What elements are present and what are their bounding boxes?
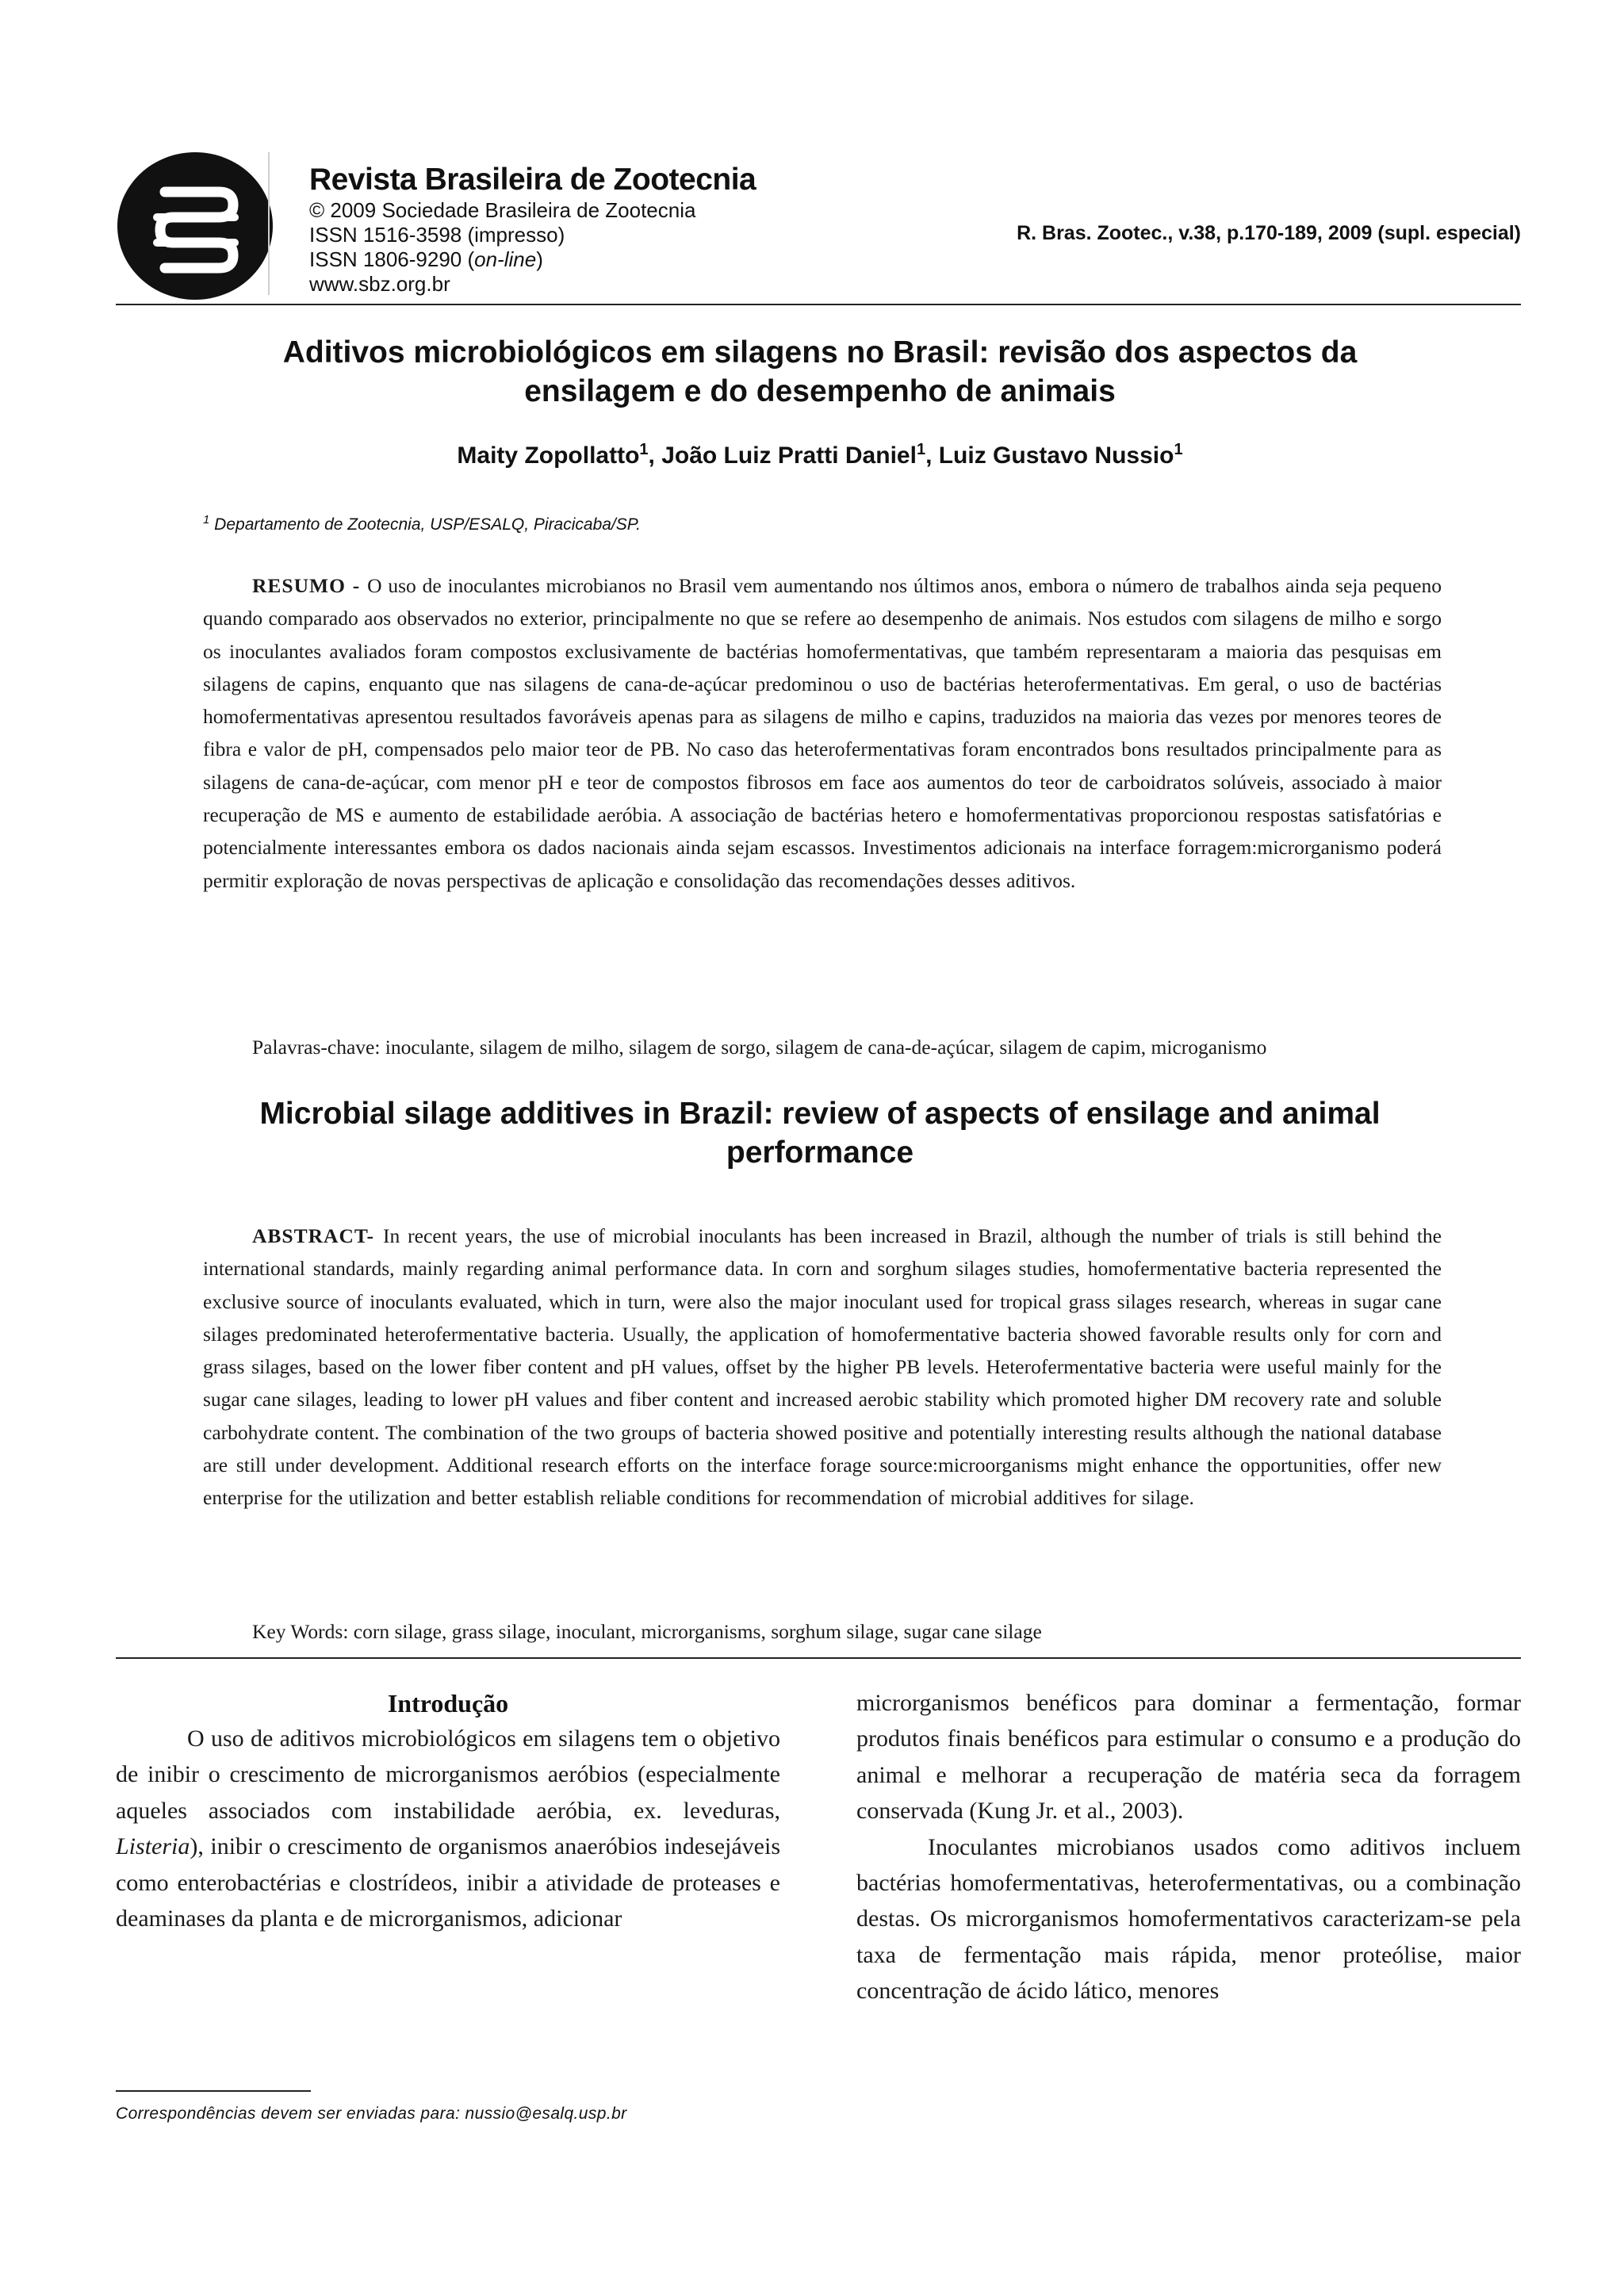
body-rule [116, 1657, 1521, 1659]
abstract-en [203, 1220, 1442, 1515]
keywords-pt: Palavras-chave: inoculante, silagem de milho, silagem de sorgo, silagem de cana-de-açúcar, silagem de capim, microganismo [252, 1036, 1267, 1059]
paragraph: O uso de aditivos microbiológicos em silagens tem o objetivo de inibir o crescimento de microrganismos aeróbios (especialmente aqueles associados com instabilidade aeróbia, ex. leveduras, Listeria), inibir o crescimento de organismos anaeróbios indesejáveis como enterobactérias e clostrídeos, inibir a atividade de proteases e deaminases da planta e de microrganismos, adicionar [116, 1725, 780, 1932]
logo-divider [268, 152, 270, 295]
copyright: © 2009 Sociedade Brasileira de Zootecnia [309, 198, 696, 222]
citation: R. Bras. Zootec., v.38, p.170-189, 2009 (supl. especial) [1017, 222, 1521, 244]
title-en-line1: Microbial silage additives in Brazil: review of aspects of ensilage and animal [259, 1097, 1381, 1131]
journal-name: Revista Brasileira de Zootecnia [309, 163, 756, 197]
correspondence-footnote: Correspondências devem ser enviadas para: nussio@esalq.usp.br [116, 2104, 627, 2123]
title-pt [159, 333, 1481, 411]
keywords-en: Key Words: corn silage, grass silage, inoculant, microrganisms, sorghum silage, sugar cane silage [252, 1620, 1042, 1643]
issn-online: ISSN 1806-9290 (on-line) [309, 247, 543, 271]
authors: Maity Zopollatto$^1$, João Luiz Pratti Daniel$^1$, Luiz Gustavo Nussio$^1$ [457, 441, 1183, 469]
affiliation: $^1$ Departamento de Zootecnia, USP/ESALQ, Piracicaba/SP. [203, 513, 641, 534]
paragraph: Inoculantes microbianos usados como aditivos incluem bactérias homofermentativas, heterofermentativas, ou a combinação destas. Os microrganismos homofermentativos caracterizam-se pela taxa de fermentação mais rápida, menor proteólise, maior concentração de ácido lático, menores [856, 1833, 1521, 2005]
resumo-lead: RESUMO - [252, 574, 368, 597]
website-link[interactable]: www.sbz.org.br [309, 272, 450, 296]
sbz-logo-icon [116, 151, 274, 301]
paragraph: microrganismos benéficos para dominar a fermentação, formar produtos finais benéficos para estimular o consumo e a produção do animal e melhorar a recuperação de matéria seca da forragem conservada (Kung Jr. et al., 2003). [856, 1690, 1521, 1825]
column-left [116, 1721, 780, 1936]
issn-print: ISSN 1516-3598 (impresso) [309, 223, 565, 247]
journal-info [309, 162, 756, 297]
resumo [203, 569, 1442, 897]
title-pt-line1: Aditivos microbiológicos em silagens no Brasil: revisão dos aspectos da [282, 335, 1358, 370]
abstract-text: In recent years, the use of microbial inoculants has been increased in Brazil, although the number of trials is still behind the international standards, mainly regarding animal performance data. In corn and sorghum silages studies, homofermentative bacteria represented the exclusive source of inoculants evaluated, which in turn, were also the major inoculant used for tropical grass silages research, whereas in sugar cane silages predominated heterofermentative bacteria. Usually, the application of homofermentative bacteria showed favorable results only for corn and grass silages, based on the lower fiber content and pH values, offset by the higher PB levels. Heterofermentative bacteria were useful mainly for the sugar cane silages, leading to lower pH values and fiber content and increased aerobic stability which promoted higher DM recovery rate and soluble carbohydrate content. The combination of the two groups of bacteria showed positive and potentially interesting results although the national database are still under development. Additional research efforts on the interface forage source:microorganisms might enhance the opportunities, offer new enterprise for the utilization and better establish reliable conditions for recommendation of microbial additives for silage. [203, 1224, 1442, 1510]
abstract-lead: ABSTRACT- [252, 1224, 383, 1247]
title-en-line2: performance [726, 1136, 914, 1170]
title-pt-line2: ensilagem e do desempenho de animais [524, 374, 1116, 408]
footnote-rule [116, 2090, 311, 2092]
column-right [856, 1685, 1521, 2009]
section-heading-introducao: Introdução [387, 1689, 509, 1718]
resumo-text: O uso de inoculantes microbianos no Brasil vem aumentando nos últimos anos, embora o número de trabalhos ainda seja pequeno quando comparado aos observados no exterior, principalmente no que se refere ao desempenho de animais. Nos estudos com silagens de milho e sorgo os inoculantes avaliados foram compostos exclusivamente de bactérias homofermentativas, que também representaram a maioria das pesquisas em silagens de capins, enquanto que nas silagens de cana-de-açúcar predominou o uso de bactérias heterofermentativas. Em geral, o uso de bactérias homofermentativas apresentou resultados favoráveis apenas para as silagens de milho e capins, traduzidos na maioria das vezes por menores teores de fibra e valor de pH, compensados pelo maior teor de PB. No caso das heterofermentativas foram encontrados bons resultados principalmente para as silagens de cana-de-açúcar, com menor pH e teor de compostos fibrosos em face aos aumentos do teor de carboidratos solúveis, associado à maior recuperação de MS e aumento de estabilidade aeróbia. A associação de bactérias hetero e homofermentativas proporcionou respostas satisfatórias e potencialmente interessantes embora os dados nacionais ainda sejam escassos. Investimentos adicionais na interface forragem:microrganismo poderá permitir exploração de novas perspectivas de aplicação e consolidação das recomendações desses aditivos. [203, 574, 1442, 892]
title-en [159, 1094, 1481, 1172]
header-rule [116, 304, 1521, 305]
